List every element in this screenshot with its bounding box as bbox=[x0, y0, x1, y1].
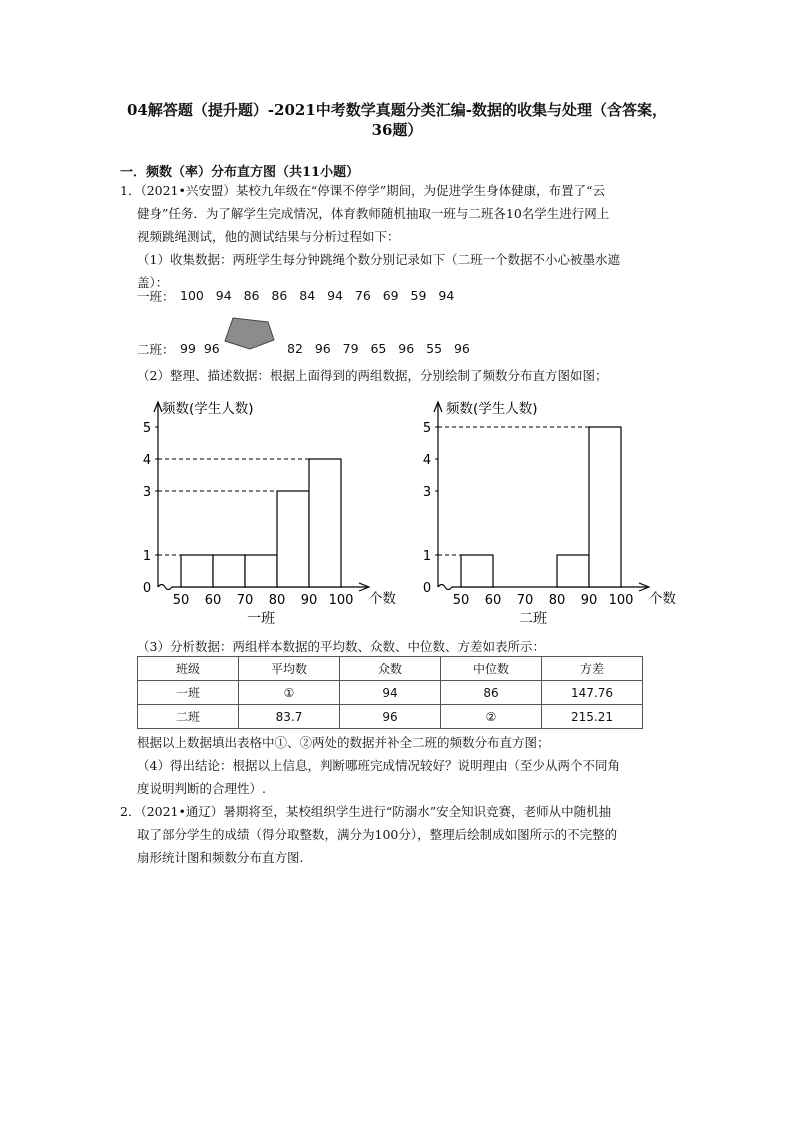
q1-step1-line1: （1）收集数据：两班学生每分钟跳绳个数分别记录如下（二班一个数据不小心被墨水遮 bbox=[137, 252, 620, 267]
q2-line1: 2．（2021•通辽）暑期将至，某校组织学生进行“防溺水”安全知识竞赛，老师从中随机抽 bbox=[120, 804, 612, 819]
table-header: 班级 bbox=[138, 657, 239, 681]
table-cell: 83.7 bbox=[239, 705, 340, 729]
y-tick-label: 1 bbox=[422, 549, 432, 564]
ink-blot bbox=[222, 316, 278, 352]
y-tick-label: 4 bbox=[142, 453, 152, 468]
y-tick-label: 3 bbox=[422, 485, 432, 500]
chart1-ylabel: 频数(学生人数) bbox=[162, 401, 254, 417]
y-tick-label: 0 bbox=[142, 581, 152, 596]
y-tick-label: 4 bbox=[422, 453, 432, 468]
table-cell: 94 bbox=[340, 681, 441, 705]
x-tick-label: 70 bbox=[516, 593, 534, 608]
histogram-bar bbox=[589, 427, 621, 587]
table-cell: 215.21 bbox=[542, 705, 643, 729]
table-row bbox=[138, 705, 643, 729]
histogram-class1 bbox=[136, 394, 396, 630]
y-tick-label: 3 bbox=[142, 485, 152, 500]
chart2-xlabel: 个数 bbox=[649, 591, 676, 607]
chart2-title: 二班 bbox=[519, 611, 547, 627]
table-cell: 86 bbox=[441, 681, 542, 705]
table-header: 方差 bbox=[542, 657, 643, 681]
after-table-text: 根据以上数据填出表格中①、②两处的数据并补全二班的频数分布直方图； bbox=[137, 735, 550, 750]
histogram-bar bbox=[309, 459, 341, 587]
class2-label: 二班： bbox=[137, 342, 175, 357]
x-tick-label: 50 bbox=[452, 593, 470, 608]
document-title-line1: 04解答题（提升题）-2021中考数学真题分类汇编-数据的收集与处理（含答案， bbox=[126, 101, 668, 119]
histogram-bar bbox=[557, 555, 589, 587]
q2-line2: 取了部分学生的成绩（得分取整数，满分为100分），整理后绘制成如图所示的不完整的 bbox=[137, 827, 618, 842]
table-header: 平均数 bbox=[239, 657, 340, 681]
class2-values-a: 99 96 bbox=[180, 341, 220, 356]
x-tick-label: 50 bbox=[172, 593, 190, 608]
table-row bbox=[138, 681, 643, 705]
table-cell: 一班 bbox=[138, 681, 239, 705]
table-cell: 二班 bbox=[138, 705, 239, 729]
x-tick-label: 90 bbox=[580, 593, 598, 608]
table-cell: 96 bbox=[340, 705, 441, 729]
q1-line3: 视频跳绳测试，他的测试结果与分析过程如下： bbox=[137, 229, 400, 244]
class1-values: 100 94 86 86 84 94 76 69 59 94 bbox=[180, 288, 455, 303]
q1-step1-line2: 盖）： bbox=[137, 275, 169, 290]
x-tick-label: 100 bbox=[328, 593, 354, 608]
chart2-ylabel: 频数(学生人数) bbox=[446, 401, 538, 417]
q1-step3: （3）分析数据：两组样本数据的平均数、众数、中位数、方差如表所示： bbox=[137, 639, 545, 654]
histogram-bar bbox=[181, 555, 213, 587]
y-tick-label: 0 bbox=[422, 581, 432, 596]
x-tick-label: 80 bbox=[548, 593, 566, 608]
table-header-row bbox=[138, 657, 643, 681]
stats-table bbox=[137, 656, 643, 729]
x-tick-label: 70 bbox=[236, 593, 254, 608]
table-header: 中位数 bbox=[441, 657, 542, 681]
q1-step4-line2: 度说明判断的合理性）. bbox=[137, 781, 266, 796]
y-tick-label: 5 bbox=[142, 421, 152, 436]
chart1-title: 一班 bbox=[247, 611, 275, 627]
table-cell: 147.76 bbox=[542, 681, 643, 705]
histogram-bar bbox=[245, 555, 277, 587]
x-tick-label: 90 bbox=[300, 593, 318, 608]
histogram-bar bbox=[277, 491, 309, 587]
q1-step4-line1: （4）得出结论：根据以上信息，判断哪班完成情况较好？说明理由（至少从两个不同角 bbox=[137, 758, 620, 773]
class1-label: 一班： bbox=[137, 289, 175, 304]
q2-line3: 扇形统计图和频数分布直方图. bbox=[137, 850, 304, 865]
histogram-class2 bbox=[416, 394, 676, 630]
y-tick-label: 5 bbox=[422, 421, 432, 436]
x-tick-label: 60 bbox=[204, 593, 222, 608]
section-heading: 一．频数（率）分布直方图（共11小题） bbox=[120, 165, 360, 180]
document-title-line2: 36题） bbox=[371, 121, 423, 139]
chart1-xlabel: 个数 bbox=[369, 591, 396, 607]
histogram-bar bbox=[213, 555, 245, 587]
table-header: 众数 bbox=[340, 657, 441, 681]
y-tick-label: 1 bbox=[142, 549, 152, 564]
table-cell: ② bbox=[441, 705, 542, 729]
x-tick-label: 60 bbox=[484, 593, 502, 608]
x-tick-label: 100 bbox=[608, 593, 634, 608]
q1-line1: 1．（2021•兴安盟）某校九年级在“停课不停学”期间，为促进学生身体健康，布置了“云 bbox=[120, 183, 606, 198]
table-cell: ① bbox=[239, 681, 340, 705]
histogram-bar bbox=[461, 555, 493, 587]
class2-values-b: 82 96 79 65 96 55 96 bbox=[287, 341, 470, 356]
q1-line2: 健身”任务．为了解学生完成情况，体育教师随机抽取一班与二班各10名学生进行网上 bbox=[137, 206, 610, 221]
x-tick-label: 80 bbox=[268, 593, 286, 608]
q1-step2: （2）整理、描述数据：根据上面得到的两组数据，分别绘制了频数分布直方图如图； bbox=[137, 368, 608, 383]
